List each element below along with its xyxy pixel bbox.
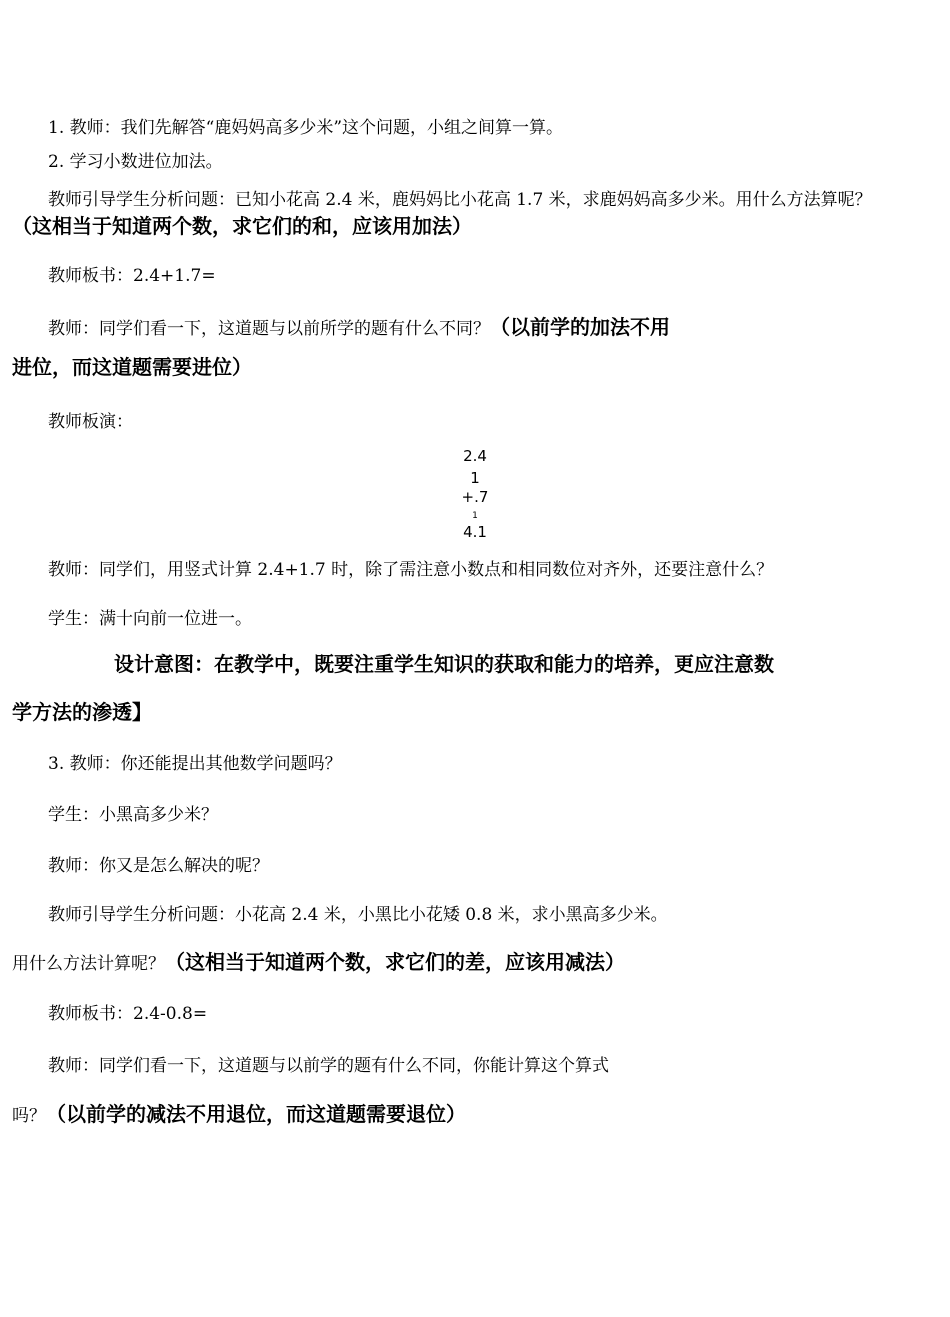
design-intent-cont: 学方法的渗透】 [12, 700, 152, 724]
paragraph-problem-analysis: 教师引导学生分析问题：已知小花高 2.4 米，鹿妈妈比小花高 1.7 米，求鹿妈妈高多少米。用什么方法算呢？ [48, 190, 872, 210]
teacher-question-4-answer: （以前学的减法不用退位，而这道题需要退位） [46, 1102, 466, 1126]
paragraph-method-question [12, 948, 625, 976]
design-intent: 设计意图：在教学中，既要注重学生知识的获取和能力的培养，更应注意数 [114, 652, 774, 676]
paragraph-step-2: 2. 学习小数进位加法。 [48, 152, 223, 172]
paragraph-board-demo: 教师板演： [48, 412, 133, 432]
method-question-text: 用什么方法计算呢？ [12, 954, 165, 974]
calc-carry-mark: 1 [472, 511, 478, 521]
paragraph-step-3: 3. 教师：你还能提出其他数学问题吗？ [48, 754, 342, 774]
method-question-answer: （这相当于知道两个数，求它们的差，应该用减法） [165, 950, 625, 974]
paragraph-student-answer-1: 学生：满十向前一位进一。 [48, 609, 252, 629]
teacher-question-text: 教师：同学们看一下，这道题与以前所学的题有什么不同？ [48, 319, 490, 339]
paragraph-teacher-question-4: 教师：同学们看一下，这道题与以前学的题有什么不同，你能计算这个算式 [48, 1056, 609, 1076]
paragraph-teacher-question-4-cont [12, 1100, 466, 1128]
paragraph-step-1: 1. 教师：我们先解答“鹿妈妈高多少米”这个问题，小组之间算一算。 [48, 118, 564, 138]
paragraph-teacher-question-1 [48, 313, 670, 341]
teacher-question-4-tail: 吗？ [12, 1106, 46, 1126]
paragraph-board-writing-1: 教师板书：2.4+1.7= [48, 266, 216, 286]
paragraph-problem-answer: （这相当于知道两个数，求它们的和，应该用加法） [12, 214, 472, 238]
calc-line-2: 1 [470, 469, 480, 487]
paragraph-problem-analysis-2: 教师引导学生分析问题：小花高 2.4 米，小黑比小花矮 0.8 米，求小黑高多少米。 [48, 905, 668, 925]
paragraph-teacher-question-2: 教师：同学们，用竖式计算 2.4+1.7 时，除了需注意小数点和相同数位对齐外，还要注意什么？ [48, 560, 774, 580]
calc-line-1: 2.4 [463, 447, 487, 465]
paragraph-teacher-question-3: 教师：你又是怎么解决的呢？ [48, 856, 269, 876]
paragraph-board-writing-2: 教师板书：2.4-0.8= [48, 1004, 208, 1024]
calc-line-3: +.7 [461, 488, 489, 506]
teacher-question-answer-cont: 进位，而这道题需要进位） [12, 355, 252, 379]
paragraph-student-answer-2: 学生：小黑高多少米？ [48, 805, 218, 825]
calc-result: 4.1 [463, 523, 487, 541]
teacher-question-answer: （以前学的加法不用 [490, 315, 670, 339]
